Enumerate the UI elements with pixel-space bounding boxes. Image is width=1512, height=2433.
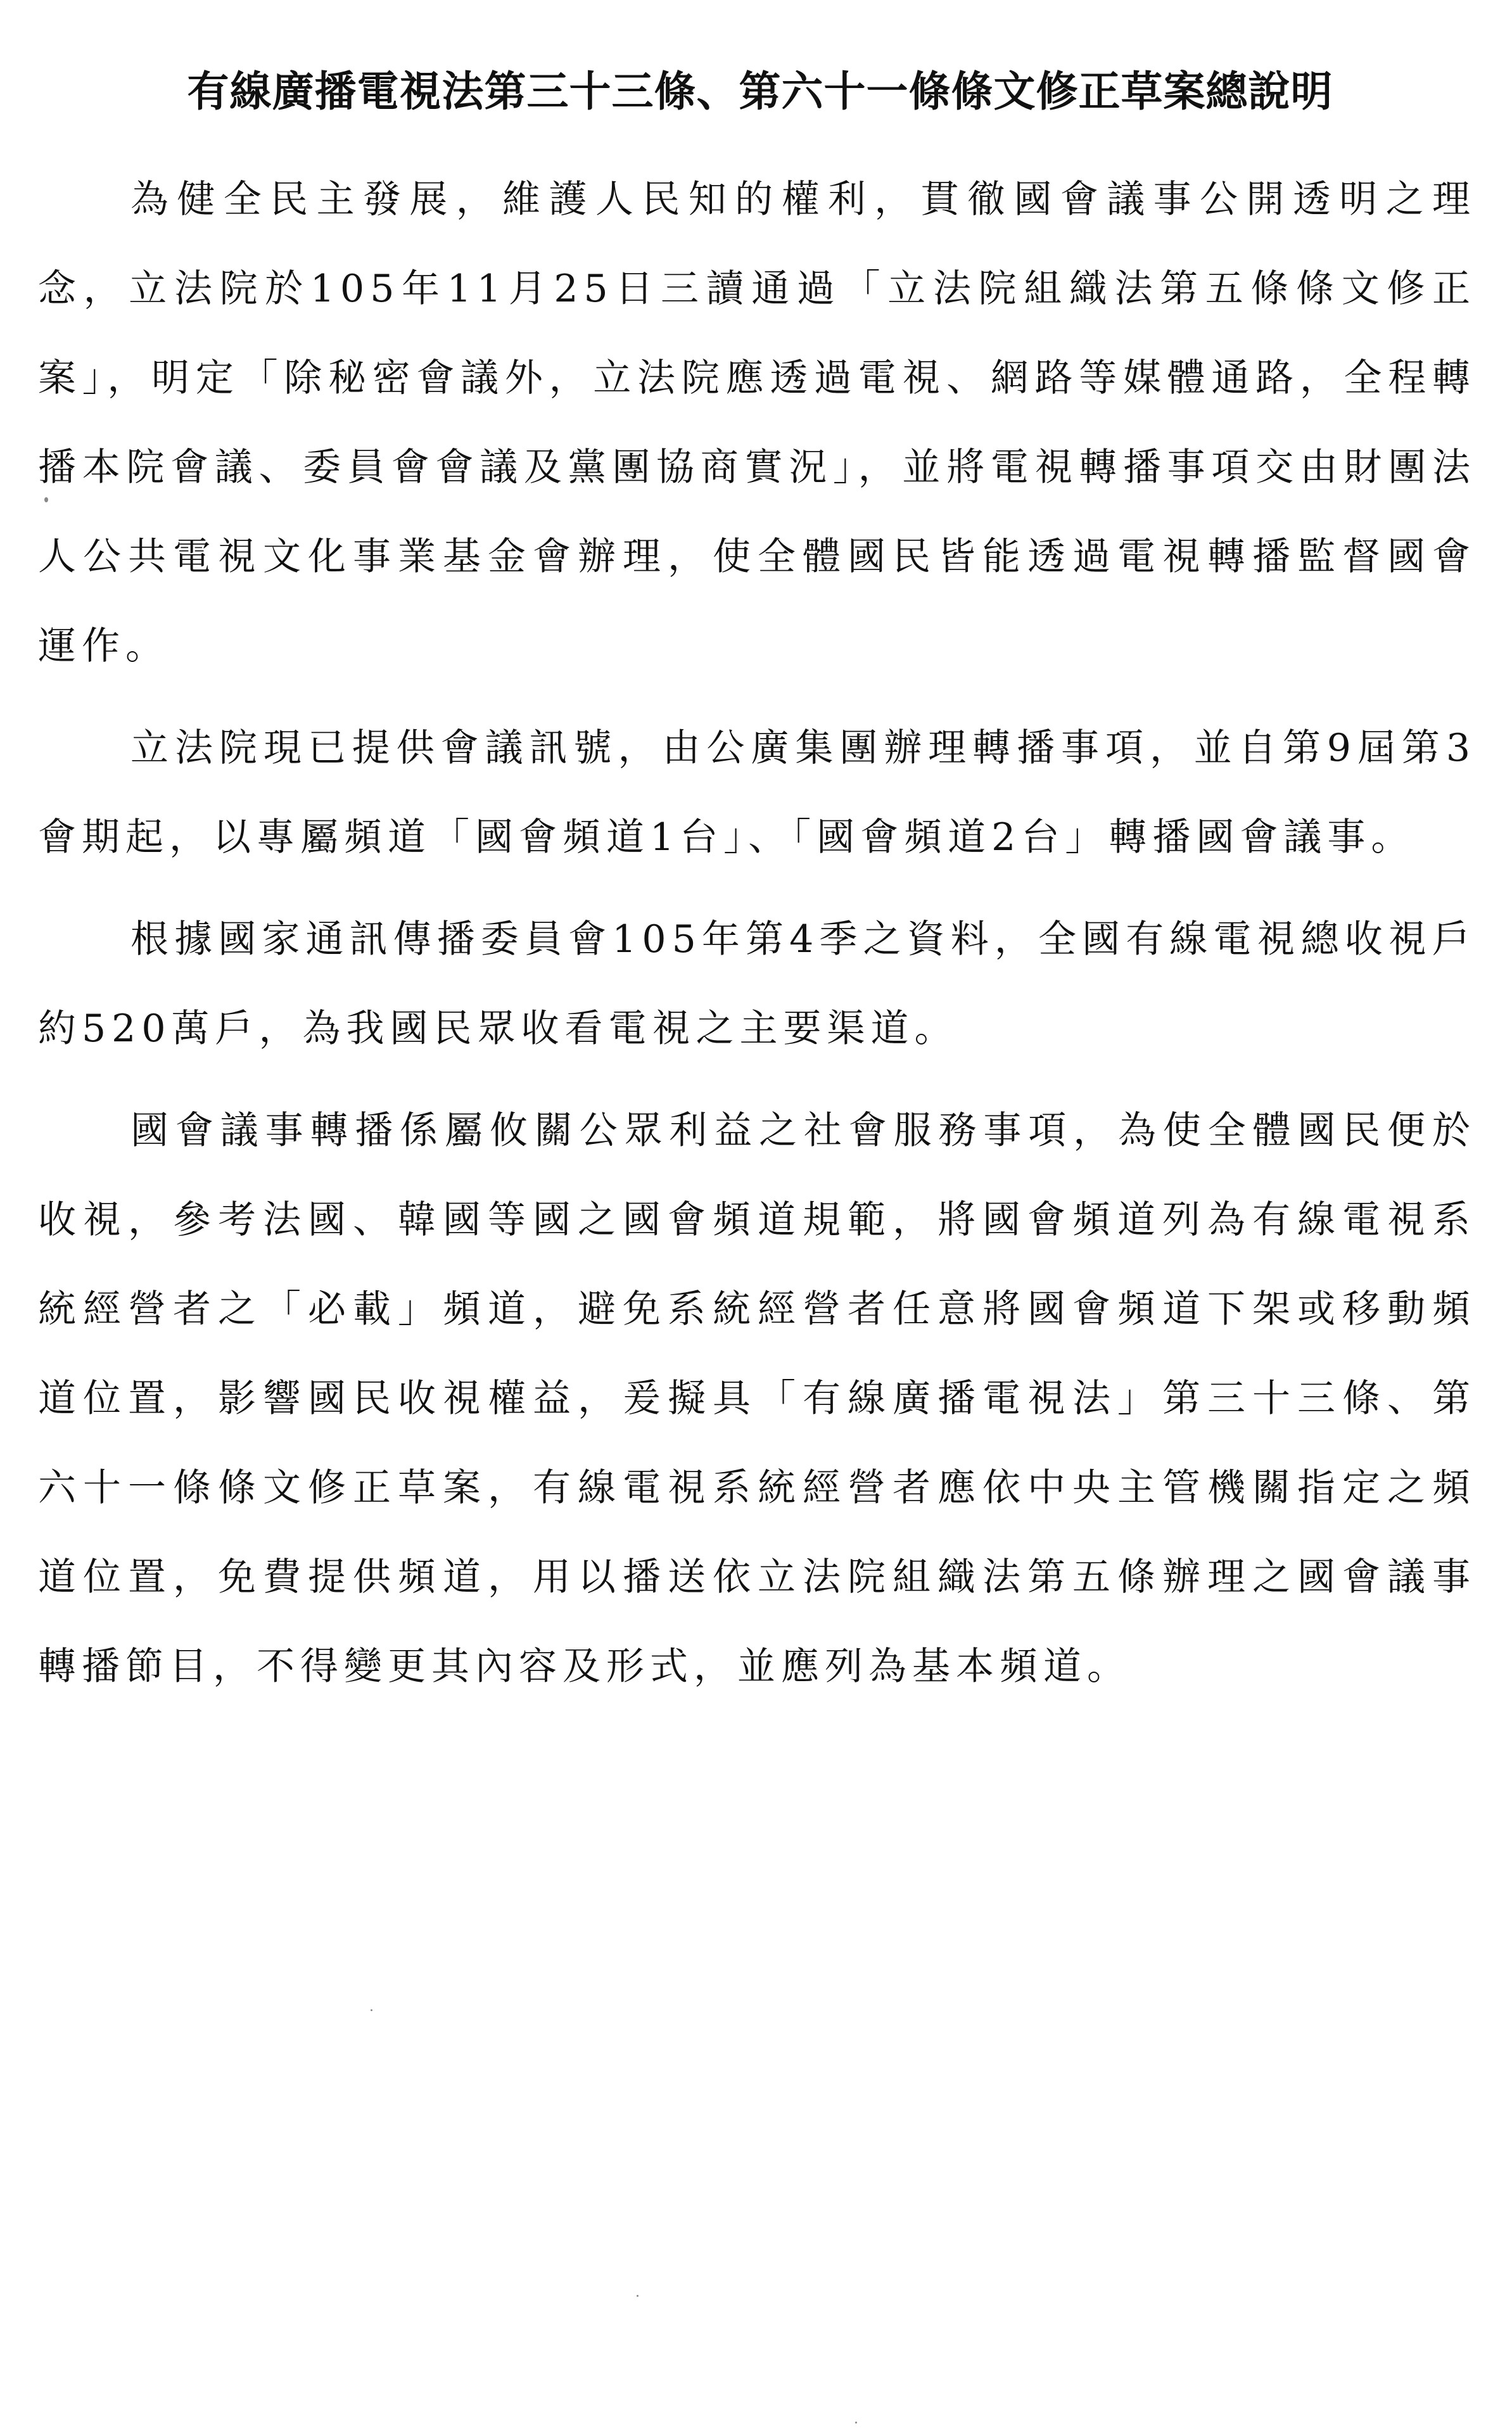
paragraph-ncc-statistics: 根據國家通訊傳播委員會105年第4季之資料，全國有線電視總收視戶約520萬戶，為我國民眾收看電視之主要渠道。 [38, 917, 1476, 1051]
paragraph-purpose: 為健全民主發展，維護人民知的權利，貫徹國會議事公開透明之理念，立法院於105年11月25日三讀通過「立法院組織法第五條條文修正案」，明定「除秘密會議外，立法院應透過電視、網路等媒體通路，全程轉播本院會議、委員會會議及黨團協商實況」，並將電視轉播事項交由財團法人公共電視文化事業基金會辦理，使全體國民皆能透過電視轉播監督國會運作。 [38, 177, 1476, 668]
scan-speck [371, 2009, 372, 2011]
scan-speck [855, 2422, 857, 2423]
paragraph-must-carry-amendment: 國會議事轉播係屬攸關公眾利益之社會服務事項，為使全體國民便於收視，參考法國、韓國等國之國會頻道規範，將國會頻道列為有線電視系統經營者之「必載」頻道，避免系統經營者任意將國會頻道下架或移動頻道位置，影響國民收視權益，爰擬具「有線廣播電視法」第三十三條、第六十一條條文修正草案，有線電視系統經營者應依中央主管機關指定之頻道位置，免費提供頻道，用以播送依立法院組織法第五條辦理之國會議事轉播節目，不得變更其內容及形式，並應列為基本頻道。 [38, 1109, 1476, 1689]
scan-speck [44, 497, 48, 502]
document-body [38, 155, 1476, 1724]
scan-speck [637, 2295, 638, 2297]
document-title: 有線廣播電視法第三十三條、第六十一條條文修正草案總說明 [187, 67, 1333, 116]
paragraph-broadcast-channels: 立法院現已提供會議訊號，由公廣集團辦理轉播事項，並自第9屆第3會期起，以專屬頻道「國會頻道1台」、「國會頻道2台」轉播國會議事。 [38, 726, 1476, 860]
